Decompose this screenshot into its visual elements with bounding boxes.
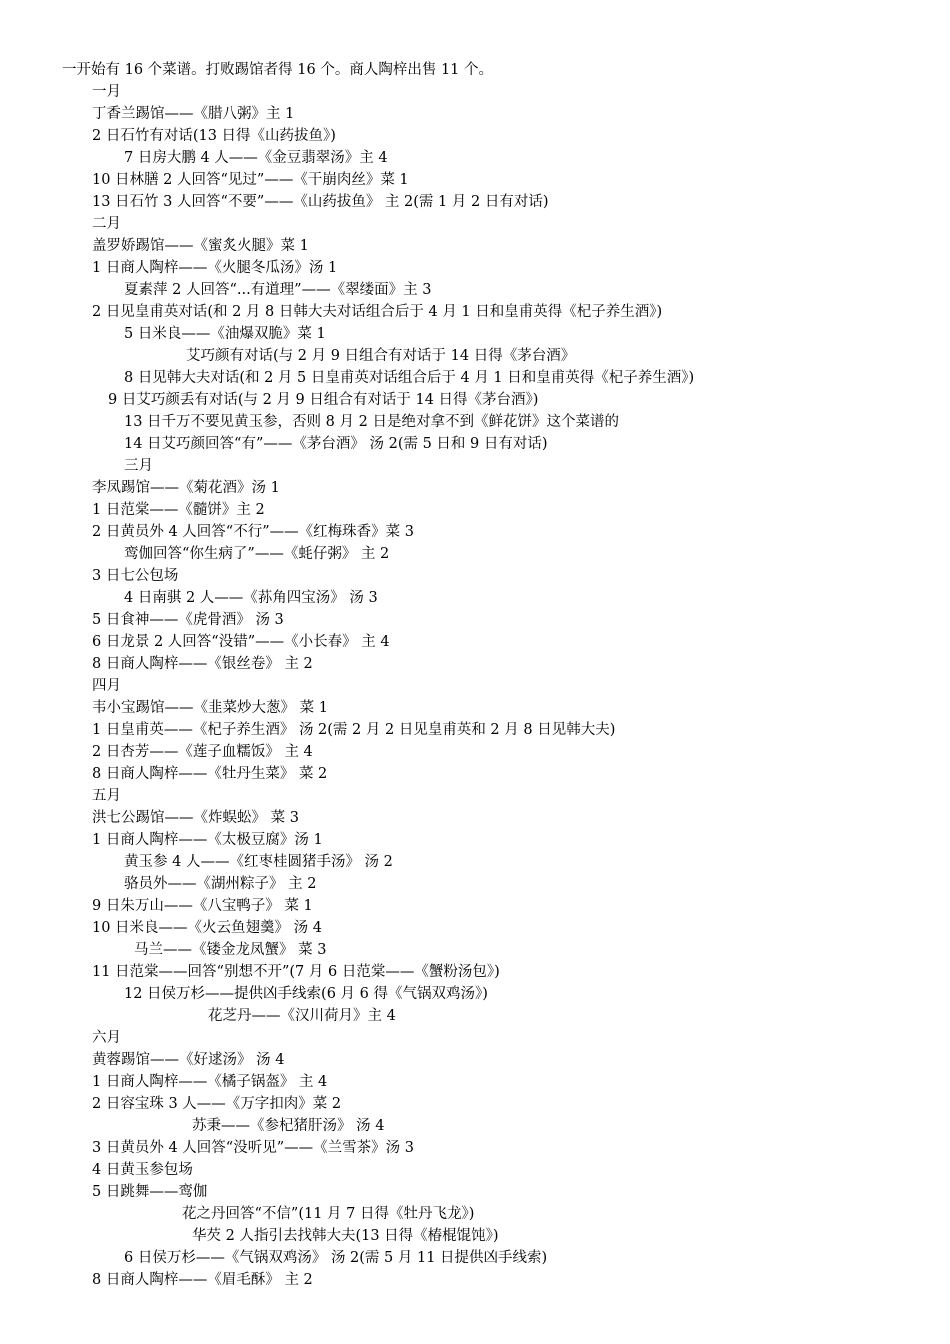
entry-line: 洪七公踢馆——《炸蜈蚣》 菜 3 (92, 810, 299, 826)
entry-line: 2 日见皇甫英对话(和 2 月 8 日韩大夫对话组合后于 4 月 1 日和皇甫英得《杞子养生酒》) (92, 304, 663, 320)
entry-line: 1 日皇甫英——《杞子养生酒》 汤 2(需 2 月 2 日见皇甫英和 2 月 8 日见韩大夫) (92, 722, 616, 738)
month-heading: 三月 (124, 458, 153, 474)
entry-line: 2 日容宝珠 3 人——《万字扣肉》菜 2 (92, 1096, 342, 1112)
entry-line: 2 日石竹有对话(13 日得《山药拔鱼》) (92, 128, 336, 144)
entry-line: 5 日米良——《油爆双脆》菜 1 (124, 326, 326, 342)
entry-line: 1 日商人陶梓——《橘子锅盔》 主 4 (92, 1074, 328, 1090)
entry-line: 4 日黄玉参包场 (92, 1162, 193, 1178)
entry-line: 8 日见韩大夫对话(和 2 月 5 日皇甫英对话组合后于 4 月 1 日和皇甫英得《杞子养生酒》) (124, 370, 695, 386)
entry-line: 5 日跳舞——鸾伽 (92, 1184, 208, 1200)
entry-line: 14 日艾巧颜回答“有”——《茅台酒》 汤 2(需 5 日和 9 日有对话) (124, 436, 548, 452)
entry-line: 6 日侯万杉——《气锅双鸡汤》 汤 2(需 5 月 11 日提供凶手线索) (124, 1250, 548, 1266)
entry-line: 8 日商人陶梓——《牡丹生菜》 菜 2 (92, 766, 328, 782)
entry-line: 黄蓉踢馆——《好逑汤》 汤 4 (92, 1052, 285, 1068)
entry-line: 盖罗娇踢馆——《蜜炙火腿》菜 1 (92, 238, 309, 254)
entry-line: 8 日商人陶梓——《银丝卷》 主 2 (92, 656, 313, 672)
entry-line: 10 日米良——《火云鱼翅羹》 汤 4 (92, 920, 323, 936)
entry-line: 10 日林膳 2 人回答“见过”——《干崩肉丝》菜 1 (92, 172, 409, 188)
entry-line: 鸾伽回答“你生病了”——《蚝仔粥》 主 2 (124, 546, 390, 562)
entry-line: 9 日朱万山——《八宝鸭子》 菜 1 (92, 898, 313, 914)
entry-line: 花芝丹——《汉川荷月》主 4 (208, 1008, 396, 1024)
entry-line: 8 日商人陶梓——《眉毛酥》 主 2 (92, 1272, 313, 1288)
entry-line: 3 日黄员外 4 人回答“没听见”——《兰雪茶》汤 3 (92, 1140, 414, 1156)
entry-line: 12 日侯万杉——提供凶手线索(6 月 6 得《气锅双鸡汤》) (124, 986, 488, 1002)
entry-line: 1 日商人陶梓——《火腿冬瓜汤》汤 1 (92, 260, 338, 276)
entry-line: 9 日艾巧颜丢有对话(与 2 月 9 日组合有对话于 14 日得《茅台酒》) (108, 392, 539, 408)
entry-line: 4 日南骐 2 人——《荪角四宝汤》 汤 3 (124, 590, 378, 606)
entry-line: 13 日千万不要见黄玉参，否则 8 月 2 日是绝对拿不到《鲜花饼》这个菜谱的 (124, 414, 619, 430)
entry-line: 7 日房大鹏 4 人——《金豆翡翠汤》主 4 (124, 150, 388, 166)
entry-line: 黄玉参 4 人——《红枣桂圆猪手汤》 汤 2 (124, 854, 393, 870)
entry-line: 5 日食神——《虎骨酒》 汤 3 (92, 612, 284, 628)
entry-line: 11 日范棠——回答“别想不开”(7 月 6 日范棠——《蟹粉汤包》) (92, 964, 500, 980)
entry-line: 13 日石竹 3 人回答“不要”——《山药拔鱼》 主 2(需 1 月 2 日有对话) (92, 194, 549, 210)
entry-line: 骆员外——《湖州粽子》 主 2 (124, 876, 317, 892)
entry-line: 华芡 2 人指引去找韩大夫(13 日得《椿棍馄饨》) (192, 1228, 499, 1244)
entry-line: 夏素萍 2 人回答“...有道理”——《翠缕面》主 3 (124, 282, 432, 298)
month-heading: 二月 (92, 216, 121, 232)
entry-line: 2 日黄员外 4 人回答“不行”——《红梅珠香》菜 3 (92, 524, 414, 540)
entry-line: 6 日龙景 2 人回答“没错”——《小长春》 主 4 (92, 634, 390, 650)
entry-line: 马兰——《镂金龙凤蟹》 菜 3 (134, 942, 327, 958)
month-heading: 一月 (92, 84, 121, 100)
entry-line: 2 日杏芳——《莲子血糯饭》 主 4 (92, 744, 313, 760)
entry-line: 1 日商人陶梓——《太极豆腐》汤 1 (92, 832, 323, 848)
entry-line: 丁香兰踢馆——《腊八粥》主 1 (92, 106, 295, 122)
intro-line: 一开始有 16 个菜谱。打败踢馆者得 16 个。商人陶梓出售 11 个。 (62, 62, 494, 78)
month-heading: 五月 (92, 788, 121, 804)
entry-line: 韦小宝踢馆——《韭菜炒大葱》 菜 1 (92, 700, 328, 716)
entry-line: 苏秉——《参杞猪肝汤》 汤 4 (192, 1118, 385, 1134)
entry-line: 李凤踢馆——《菊花酒》汤 1 (92, 480, 280, 496)
entry-line: 3 日七公包场 (92, 568, 179, 584)
month-heading: 四月 (92, 678, 121, 694)
month-heading: 六月 (92, 1030, 121, 1046)
entry-line: 艾巧颜有对话(与 2 月 9 日组合有对话于 14 日得《茅台酒》 (186, 348, 576, 364)
entry-line: 1 日范棠——《髓饼》主 2 (92, 502, 265, 518)
entry-line: 花之丹回答“不信”(11 月 7 日得《牡丹飞龙》) (182, 1206, 475, 1222)
